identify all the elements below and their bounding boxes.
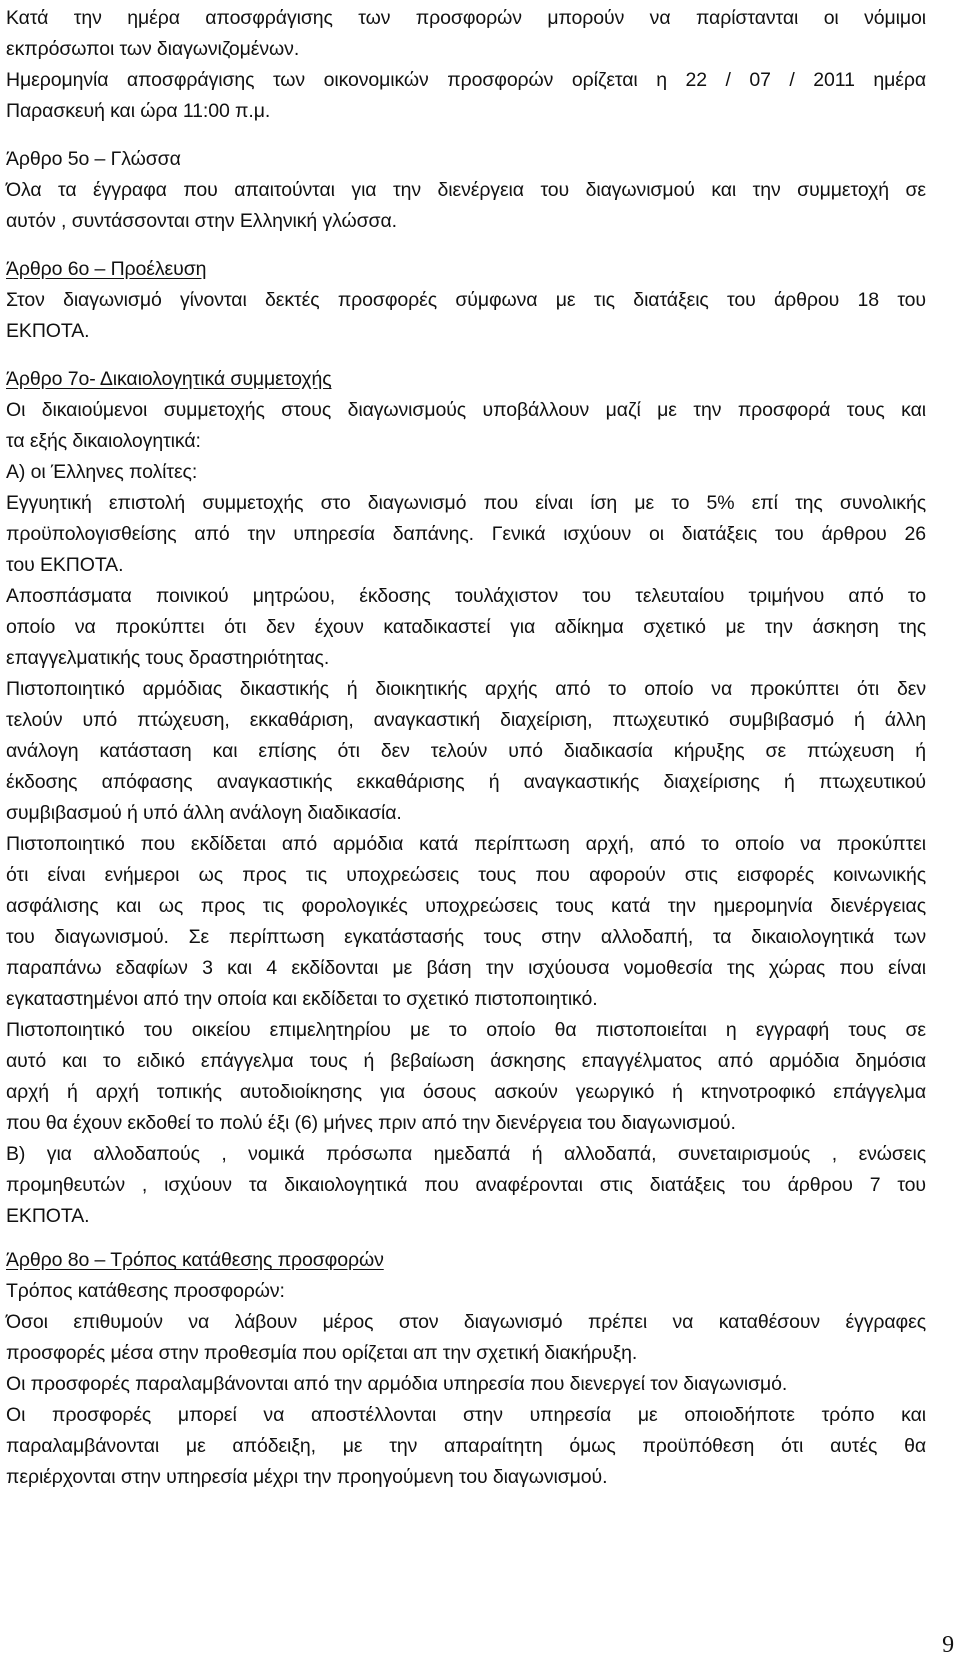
article7-line: του διαγωνισμού. Σε περίπτωση εγκατάστασής τους στην αλλοδαπή, τα δικαιολογητικά των [6,926,926,948]
article8-line: προσφορές μέσα στην προθεσμία που ορίζεται απ την σχετική διακήρυξη. [6,1342,638,1364]
article8-line: Όσοι επιθυμούν να λάβουν μέρος στον διαγωνισμό πρέπει να καταθέσουν έγγραφες [6,1311,926,1333]
article-8-section [6,1245,926,1493]
intro-paragraph [6,3,926,127]
article8-line: Τρόπος κατάθεσης προσφορών: [6,1280,285,1302]
article8-line: περιέρχονται στην υπηρεσία μέχρι την προηγούμενη του διαγωνισμού. [6,1466,608,1488]
article-6-section [6,254,926,347]
article-5-heading: Άρθρο 5ο – Γλώσσα [6,148,181,170]
intro-line: Παρασκευή και ώρα 11:00 π.μ. [6,100,271,122]
article7-line: ασφάλισης και ως προς τις φορολογικές υποχρεώσεις τους κατά την ημερομηνία διενέργειας [6,895,926,917]
article7-line: τα εξής δικαιολογητικά: [6,430,201,452]
article8-line: Οι προσφορές παραλαμβάνονται από την αρμόδια υπηρεσία που διενεργεί τον διαγωνισμό. [6,1373,788,1395]
article7-line: Εγγυητική επιστολή συμμετοχής στο διαγωνισμό που είναι ίση με το 5% επί της συνολικής [6,492,926,514]
article-7-section [6,364,926,1232]
article7-line: έκδοσης απόφασης αναγκαστικής εκκαθάρισης ή αναγκαστικής διαχείρισης ή πτωχευτικού [6,771,926,793]
article7-line: Β) για αλλοδαπούς , νομικά πρόσωπα ημεδαπά ή αλλοδαπά, συνεταιρισμούς , ενώσεις [6,1143,926,1165]
article7-line: που θα έχουν εκδοθεί το πολύ έξι (6) μήνες πριν από την διενέργεια του διαγωνισμού. [6,1112,736,1134]
article7-line: παραπάνω εδαφίων 3 και 4 εκδίδονται με βάση την ισχύουσα νομοθεσία της χώρας που είναι [6,957,926,979]
intro-line: Ημερομηνία αποσφράγισης των οικονομικών προσφορών ορίζεται η 22 / 07 / 2011 ημέρα [6,69,926,91]
article7-line: συμβιβασμού ή υπό άλλη ανάλογη διαδικασία. [6,802,402,824]
article7-line: τελούν υπό πτώχευση, εκκαθάριση, αναγκαστική διαχείριση, πτωχευτικό συμβιβασμό ή άλλη [6,709,926,731]
article7-line: προϋπολογισθείσης από την υπηρεσία δαπάνης. Γενικά ισχύουν οι διατάξεις του άρθρου 26 [6,523,926,545]
article7-line: επαγγελματικής τους δραστηριότητας. [6,647,330,669]
article-5-line: αυτόν , συντάσσονται στην Ελληνική γλώσσα. [6,210,397,232]
intro-line: εκπρόσωποι των διαγωνιζομένων. [6,38,300,60]
article-5-line: Όλα τα έγγραφα που απαιτούνται για την διενέργεια του διαγωνισμού και την συμμετοχή σε [6,179,926,201]
article-5-section [6,144,926,237]
article7-line: του ΕΚΠΟΤΑ. [6,554,124,576]
intro-line: Κατά την ημέρα αποσφράγισης των προσφορών μπορούν να παρίστανται οι νόμιμοι [6,7,926,29]
article7-line: οποίο να προκύπτει ότι δεν έχουν καταδικαστεί για αδίκημα σχετικό με την άσκηση της [6,616,926,638]
article7-line: προμηθευτών , ισχύουν τα δικαιολογητικά που αναφέρονται στις διατάξεις του άρθρου 7 του [6,1174,926,1196]
article7-line: εγκαταστημένοι από την οποία και εκδίδεται το σχετικό πιστοποιητικό. [6,988,598,1010]
article-7-heading: Άρθρο 7ο- Δικαιολογητικά συμμετοχής [6,368,332,390]
article7-line: ανάλογη κατάσταση και επίσης ότι δεν τελούν υπό διαδικασία κήρυξης σε πτώχευση ή [6,740,926,762]
article7-line: ΕΚΠΟΤΑ. [6,1205,90,1227]
article7-line: ότι είναι ενήμεροι ως προς τις υποχρεώσεις τους που αφορούν στις εισφορές κοινωνικής [6,864,926,886]
article7-line: Α) οι Έλληνες πολίτες: [6,461,198,483]
article7-line: αυτό και το ειδικό επάγγελμα τους ή βεβαίωση άσκησης επαγγέλματος από αρμόδια δημόσια [6,1050,926,1072]
article-6-line: ΕΚΠΟΤΑ. [6,320,90,342]
article-6-line: Στον διαγωνισμό γίνονται δεκτές προσφορές σύμφωνα με τις διατάξεις του άρθρου 18 του [6,289,926,311]
article-6-heading: Άρθρο 6ο – Προέλευση [6,258,207,280]
article7-line: Πιστοποιητικό που εκδίδεται από αρμόδια κατά περίπτωση αρχή, από το οποίο να προκύπτει [6,833,926,855]
article8-line: Οι προσφορές μπορεί να αποστέλλονται στην υπηρεσία με οποιοδήποτε τρόπο και [6,1404,926,1426]
page-number: 9 [942,1632,954,1658]
article7-line: Πιστοποιητικό αρμόδιας δικαστικής ή διοικητικής αρχής από το οποίο να προκύπτει ότι δεν [6,678,926,700]
article7-line: Αποσπάσματα ποινικού μητρώου, έκδοσης τουλάχιστον του τελευταίου τριμήνου από το [6,585,926,607]
article7-line: Πιστοποιητικό του οικείου επιμελητηρίου με το οποίο θα πιστοποιείται η εγγραφή τους σε [6,1019,926,1041]
document-body [6,3,926,1493]
article7-line: Οι δικαιούμενοι συμμετοχής στους διαγωνισμούς υποβάλλουν μαζί με την προσφορά τους και [6,399,926,421]
article7-line: αρχή ή αρχή τοπικής αυτοδιοίκησης για όσους ασκούν γεωργικό ή κτηνοτροφικό επάγγελμα [6,1081,926,1103]
article8-line: παραλαμβάνονται με απόδειξη, με την απαραίτητη όμως προϋπόθεση ότι αυτές θα [6,1435,926,1457]
article-8-heading: Άρθρο 8ο – Τρόπος κατάθεσης προσφορών [6,1249,384,1271]
